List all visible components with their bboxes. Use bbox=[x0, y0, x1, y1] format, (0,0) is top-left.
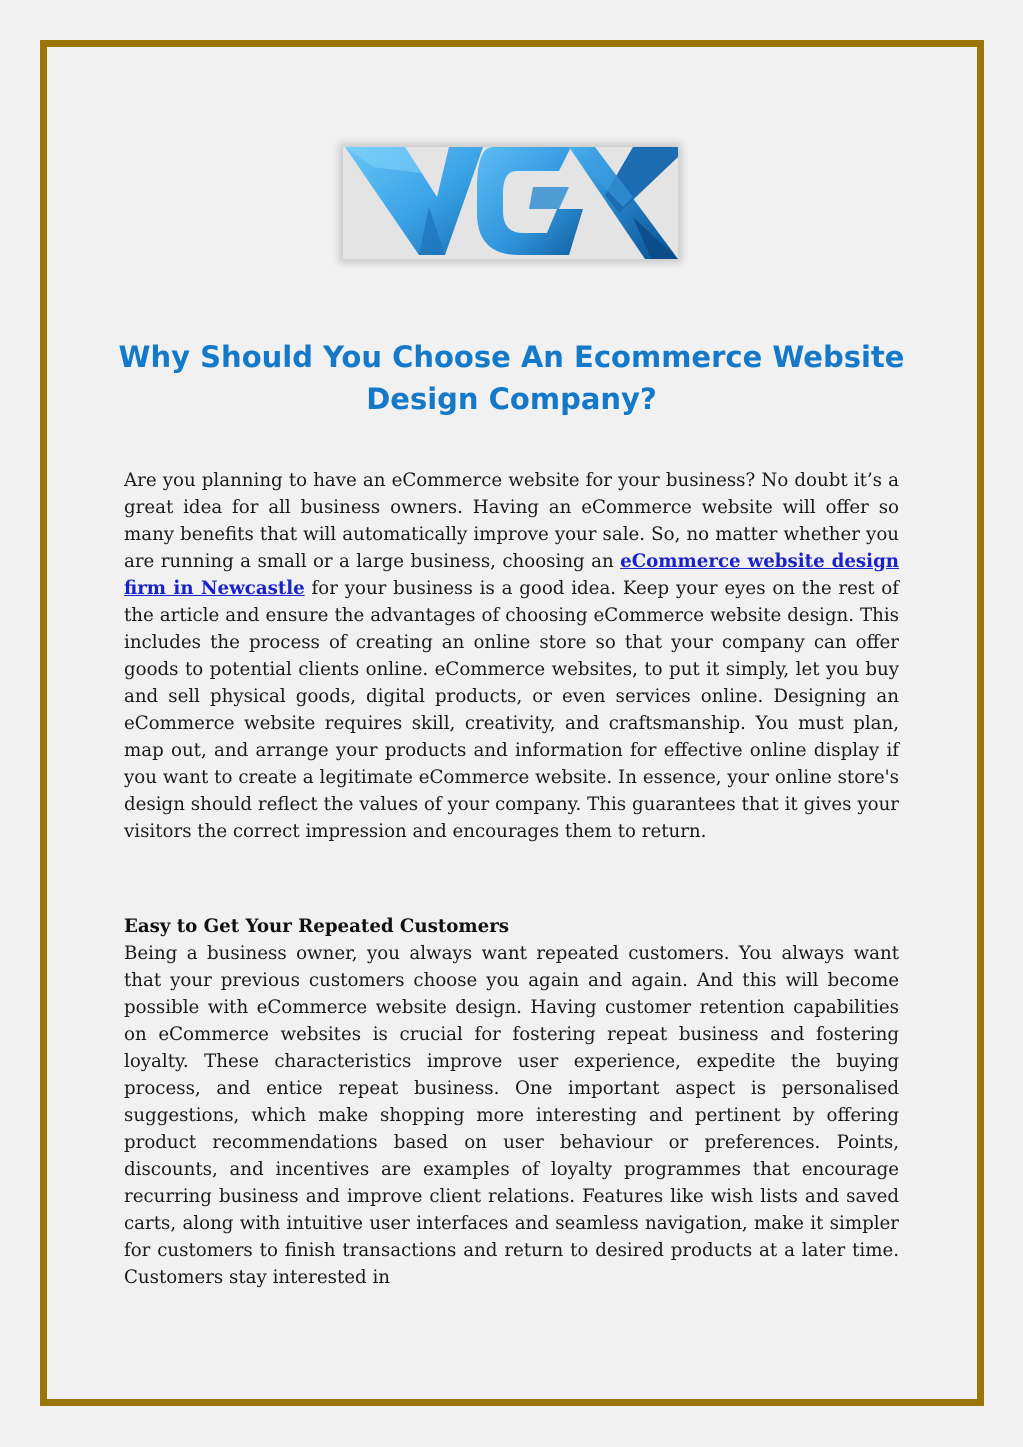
company-logo bbox=[333, 137, 688, 269]
page-title: Why Should You Choose An Ecommerce Website Design Company? bbox=[118, 340, 905, 416]
intro-text-start: Are you planning to have an eCommerce website for your business? No doubt it’s a great idea for all business owners. Having an eCommerce website will offer so many benefits that will automatically improve your sale. So, no matter whether you are running a small or a large business, choosing an bbox=[124, 470, 899, 572]
intro-paragraph bbox=[124, 467, 899, 845]
intro-text-end: for your business is a good idea. Keep your eyes on the rest of the article and ensure the advantages of choosing eCommerce website design. This includes the process of creating an online store so that your company can offer goods to potential clients online. eCommerce websites, to put it simply, let you buy and sell physical goods, digital products, or even services online. Designing an eCommerce website requires skill, creativity, and craftsmanship. You must plan, map out, and arrange your products and information for effective online display if you want to create a legitimate eCommerce website. In essence, your online store's design should reflect the values of your company. This guarantees that it gives your visitors the correct impression and encourages them to return. bbox=[124, 578, 899, 842]
section-heading: Easy to Get Your Repeated Customers bbox=[124, 916, 510, 937]
section-paragraph: Being a business owner, you always want repeated customers. You always want that your previous customers choose you again and again. And this will become possible with eCommerce website design. Having customer retention capabilities on eCommerce websites is crucial for fostering repeat business and fostering loyalty. These characteristics improve user experience, expedite the buying process, and entice repeat business. One important aspect is personalised suggestions, which make shopping more interesting and pertinent by offering product recommendations based on user behaviour or preferences. Points, discounts, and incentives are examples of loyalty programmes that encourage recurring business and improve client relations. Features like wish lists and saved carts, along with intuitive user interfaces and seamless navigation, make it simpler for customers to finish transactions and return to desired products at a later time. Customers stay interested in bbox=[124, 943, 899, 1288]
newcastle-design-firm-link[interactable]: eCommerce website design firm in Newcastle bbox=[124, 551, 900, 599]
